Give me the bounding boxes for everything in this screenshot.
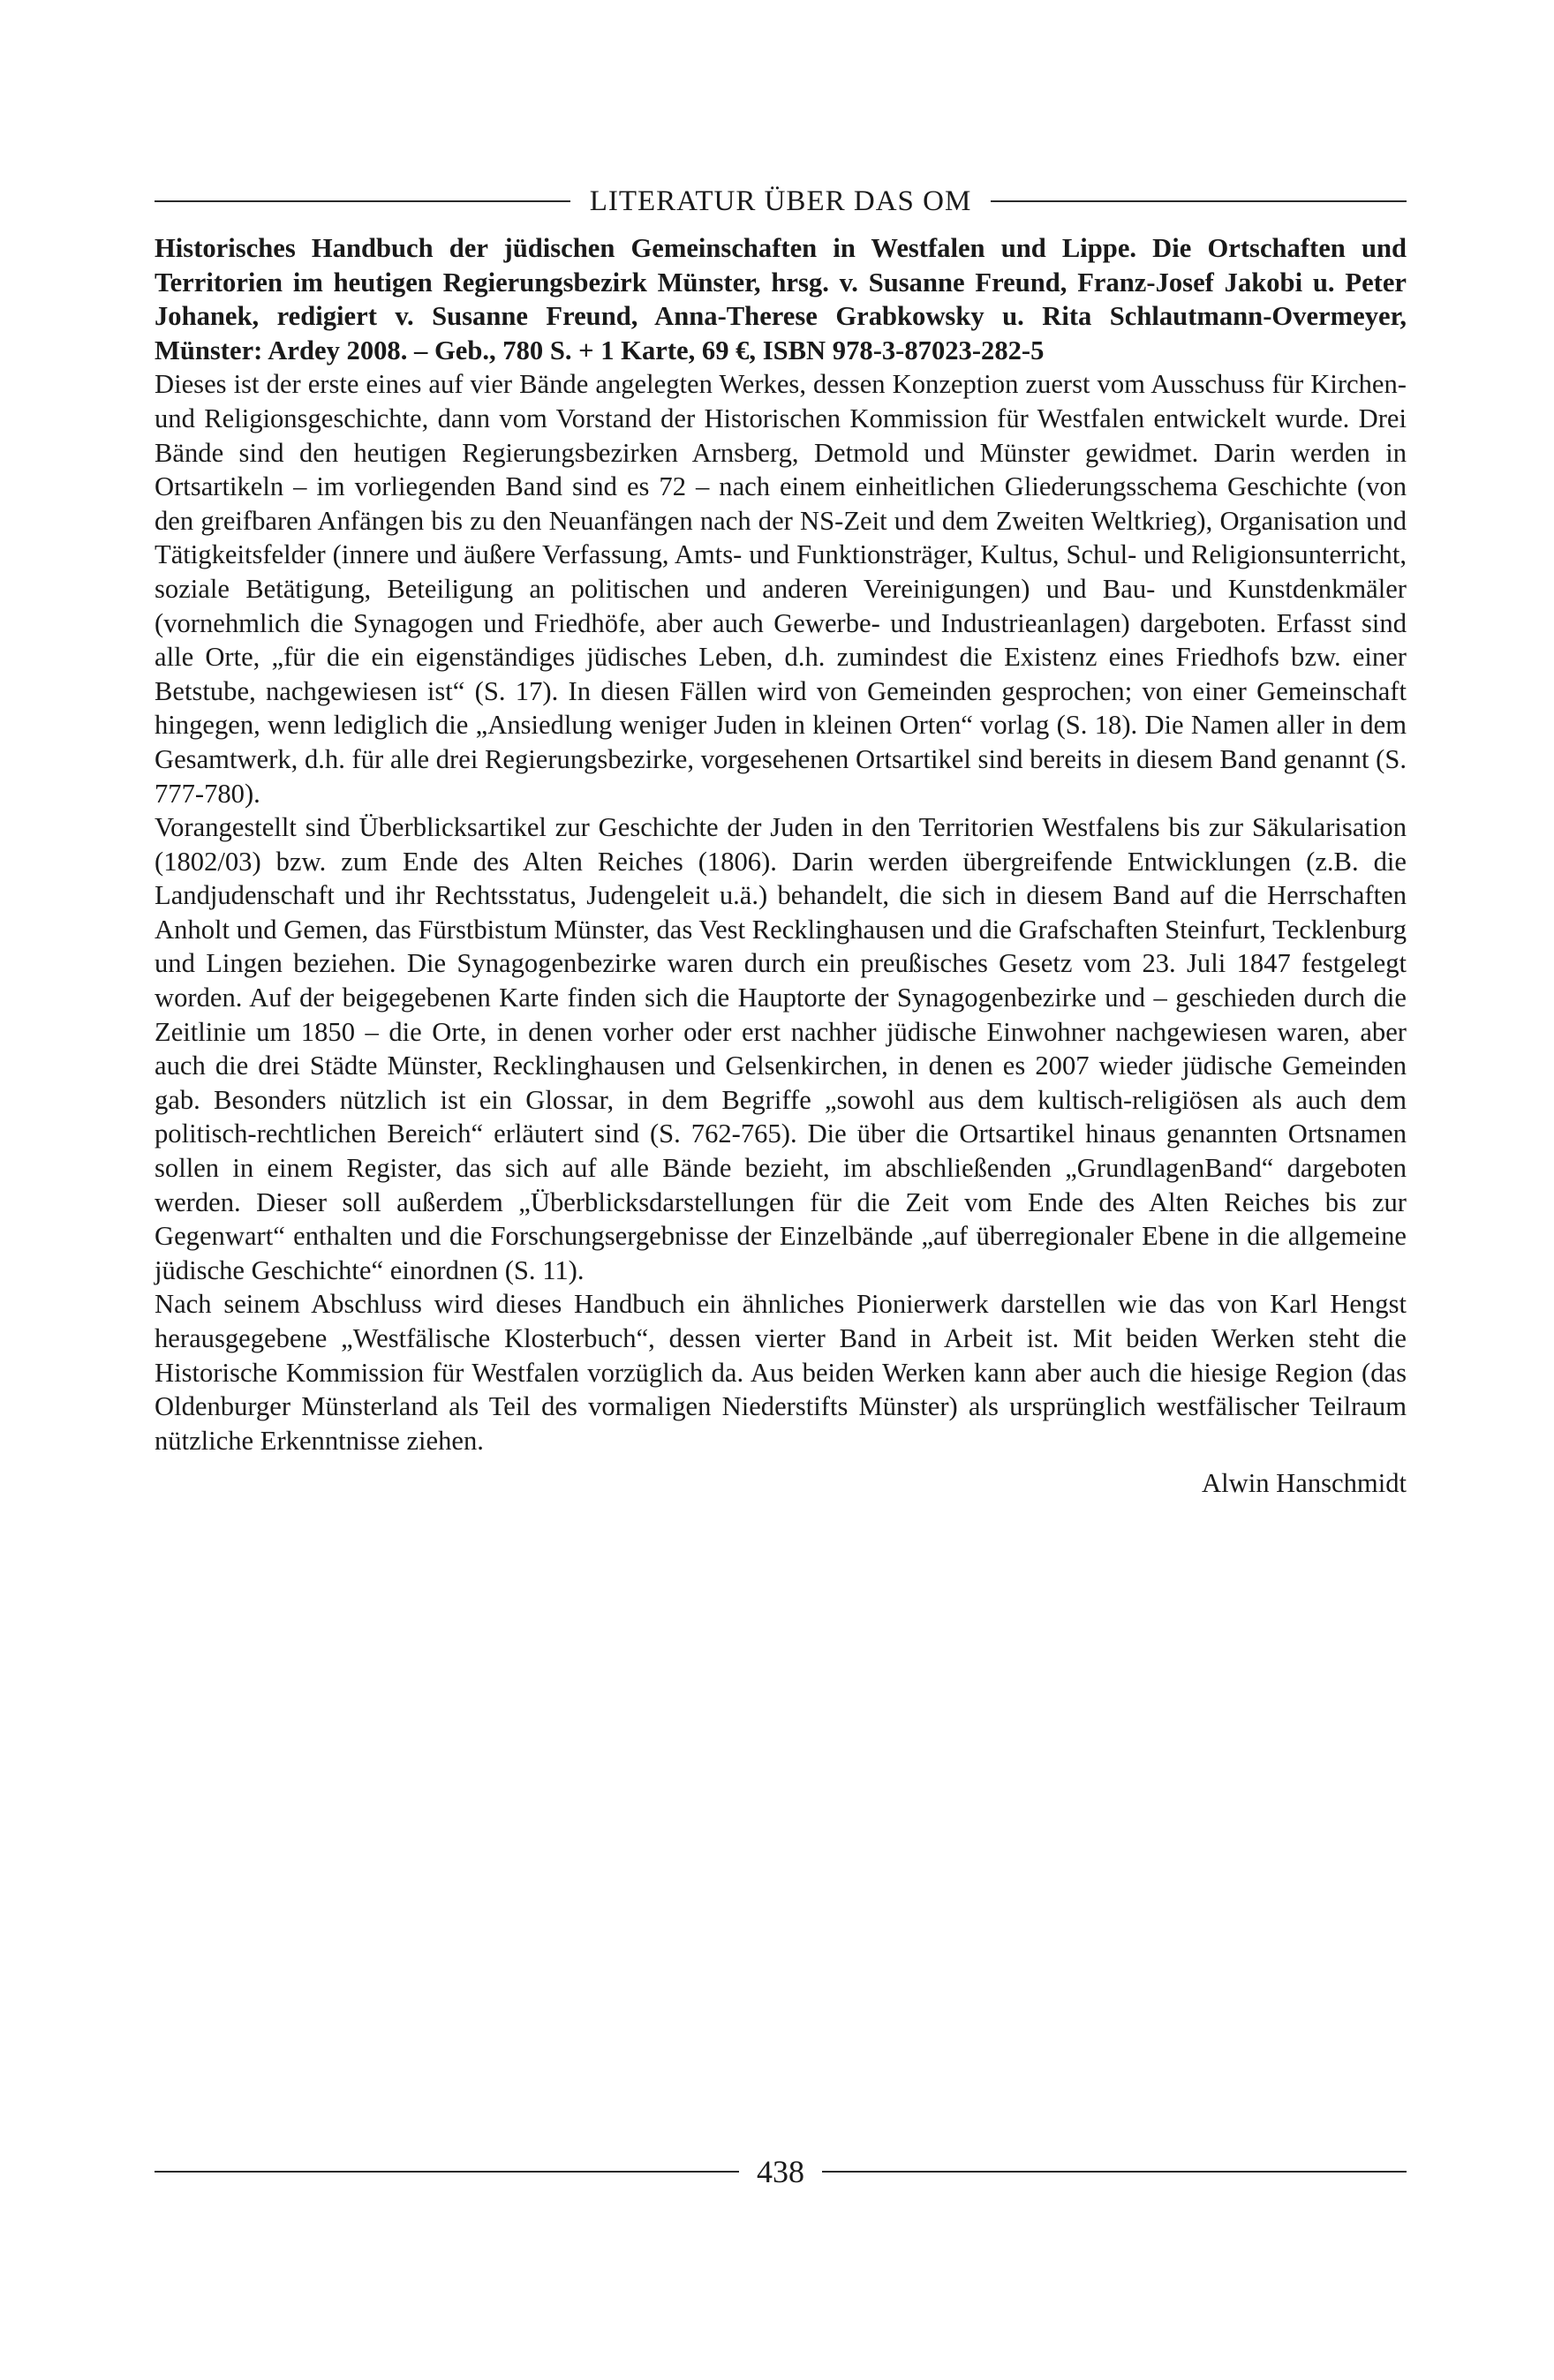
book-citation: Historisches Handbuch der jüdischen Gemeinschaften in Westfalen und Lippe. Die Ortschaften und Territorien im heutigen Regierungsbezirk Münster, hrsg. v. Susanne Freund, Franz-Josef Jakobi u. Peter Johanek, redigiert v. Susanne Freund, Anna-Therese Grabkowsky u. Rita Schlautmann-Overmeyer, Münster: Ardey 2008. – Geb., 780 S. + 1 Karte, 69 €, ISBN 978-3-87023-282-5 <box>155 233 1407 365</box>
footer-rule-right <box>822 2171 1407 2173</box>
footer-rule-left <box>155 2171 739 2173</box>
page-number: 438 <box>757 2154 804 2189</box>
page-footer <box>155 2150 1407 2194</box>
reviewer-name: Alwin Hanschmidt <box>1202 1468 1407 1499</box>
review-paragraph-3: Nach seinem Abschluss wird dieses Handbuch ein ähnliches Pionierwerk darstellen wie das von Karl Hengst herausgegebene „Westfälische Klosterbuch“, dessen vierter Band in Arbeit ist. Mit beiden Werken steht die Historische Kommission für Westfalen vorzüglich da. Aus beiden Werken kann aber auch die hiesige Region (das Oldenburger Münsterland als Teil des vormaligen Niederstifts Münster) als ursprünglich westfälischer Teilraum nützliche Erkenntnisse ziehen. <box>155 1289 1407 1456</box>
review-content <box>155 231 1407 1501</box>
header-rule-left <box>155 200 570 202</box>
review-paragraph-1: Dieses ist der erste eines auf vier Bände angelegten Werkes, dessen Konzeption zuerst vom Ausschuss für Kirchen- und Religionsgeschichte, dann vom Vorstand der Historischen Kommission für Westfalen entwickelt wurde. Drei Bände sind den heutigen Regierungsbezirken Arnsberg, Detmold und Münster gewidmet. Darin werden in Ortsartikeln – im vorliegenden Band sind es 72 – nach einem einheitlichen Gliederungsschema Geschichte (von den greifbaren Anfängen bis zu den Neuanfängen nach der NS-Zeit und dem Zweiten Weltkrieg), Organisation und Tätigkeitsfelder (innere und äußere Verfassung, Amts- und Funktionsträger, Kultus, Schul- und Religionsunterricht, soziale Betätigung, Beteiligung an politischen und anderen Vereinigungen) und Bau- und Kunstdenkmäler (vornehmlich die Synagogen und Friedhöfe, aber auch Gewerbe- und Industrieanlagen) dargeboten. Erfasst sind alle Orte, „für die ein eigenständiges jüdisches Leben, d.h. zumindest die Existenz eines Friedhofs bzw. einer Betstube, nachgewiesen ist“ (S. 17). In diesen Fällen wird von Gemeinden gesprochen; von einer Gemeinschaft hingegen, wenn lediglich die „Ansiedlung weniger Juden in kleinen Orten“ vorlag (S. 18). Die Namen aller in dem Gesamtwerk, d.h. für alle drei Regierungsbezirke, vorgesehenen Ortsartikel sind bereits in diesem Band genannt (S. 777-780). <box>155 369 1407 809</box>
header-title: LITERATUR ÜBER DAS OM <box>589 185 972 217</box>
running-header <box>155 182 1407 221</box>
review-paragraph-2: Vorangestellt sind Überblicksartikel zur Geschichte der Juden in den Territorien Westfalens bis zur Säkularisation (1802/03) bzw. zum Ende des Alten Reiches (1806). Darin werden übergreifende Entwicklungen (z.B. die Landjudenschaft und ihr Rechtsstatus, Judengeleit u.ä.) behandelt, die sich in diesem Band auf die Herrschaften Anholt und Gemen, das Fürstbistum Münster, das Vest Recklinghausen und die Grafschaften Steinfurt, Tecklenburg und Lingen beziehen. Die Synagogenbezirke waren durch ein preußisches Gesetz vom 23. Juli 1847 festgelegt worden. Auf der beigegebenen Karte finden sich die Hauptorte der Synagogenbezirke und – geschieden durch die Zeitlinie um 1850 – die Orte, in denen vorher oder erst nachher jüdische Einwohner nachgewiesen waren, aber auch die drei Städte Münster, Recklinghausen und Gelsenkirchen, in denen es 2007 wieder jüdische Gemeinden gab. Besonders nützlich ist ein Glossar, in dem Begriffe „sowohl aus dem kultisch-religiösen als auch dem politisch-rechtlichen Bereich“ erläutert sind (S. 762-765). Die über die Ortsartikel hinaus genannten Ortsnamen sollen in einem Register, das sich auf alle Bände bezieht, im abschließenden „GrundlagenBand“ dargeboten werden. Dieser soll außerdem „Überblicksdarstellungen für die Zeit vom Ende des Alten Reiches bis zur Gegenwart“ enthalten und die Forschungsergebnisse der Einzelbände „auf überregionaler Ebene in die allgemeine jüdische Geschichte“ einordnen (S. 11). <box>155 812 1407 1285</box>
header-rule-right <box>991 200 1407 202</box>
